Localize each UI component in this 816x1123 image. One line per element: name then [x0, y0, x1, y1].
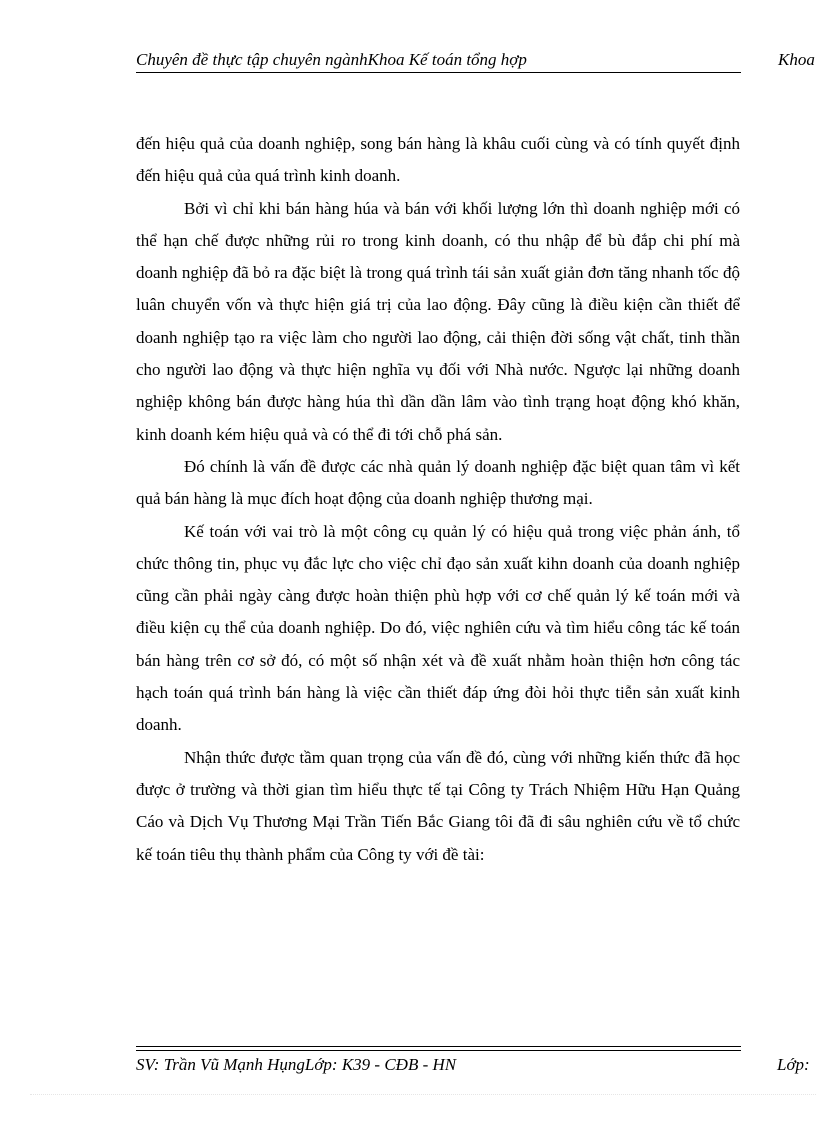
paragraph-4: Kế toán với vai trò là một công cụ quản lý có hiệu quả trong việc phản ánh, tổ chức thông tin, phục vụ đắc lực cho việc chỉ đạo sản xuất kihn doanh của doanh nghiệp cũng cần phải ngày càng được hoàn thiện phù hợp với cơ chế quản lý kế toán mới và điều kiện cụ thể của doanh nghiệp. Do đó, việc nghiên cứu và tìm hiểu công tác kế toán bán hàng trên cơ sở đó, có một số nhận xét và đề xuất nhằm hoàn thiện hơn công tác hạch toán quá trình bán hàng là việc cần thiết đáp ứng đòi hỏi thực tiễn sản xuất kinh doanh.	[136, 521, 740, 735]
paragraph-1: đến hiệu quả của doanh nghiệp, song bán hàng là khâu cuối cùng và có tính quyết định đến hiệu quả của quá trình kinh doanh.	[136, 134, 740, 186]
page-bottom-edge	[30, 1094, 816, 1095]
header-rule	[136, 72, 741, 73]
footer-rule-bottom	[136, 1050, 741, 1051]
footer-student-info: SV: Trần Vũ Mạnh HụngLớp: K39 - CĐB - HN	[136, 1055, 457, 1074]
header-right-text: Khoa	[778, 50, 815, 69]
document-body	[136, 128, 740, 871]
header-title: Chuyên đề thực tập chuyên ngànhKhoa Kế toán tổng hợp	[136, 50, 527, 69]
paragraph-5: Nhận thức được tầm quan trọng của vấn đề đó, cùng với những kiến thức đã học được ở trường và thời gian tìm hiểu thực tế tại Công ty Trách Nhiệm Hữu Hạn Quảng Cáo và Dịch Vụ Thương Mại Trần Tiến Bắc Giang tôi đã đi sâu nghiên cứu về tổ chức kế toán tiêu thụ thành phẩm của Công ty với đề tài:	[136, 747, 740, 864]
footer-rule-top	[136, 1046, 741, 1047]
paragraph-2: Bởi vì chỉ khi bán hàng húa và bán với khối lượng lớn thì doanh nghiệp mới có thể hạn chế được những rủi ro trong kinh doanh, có thu nhập để bù đắp chi phí mà doanh nghiệp đã bỏ ra đặc biệt là trong quá trình tái sản xuất giản đơn tăng nhanh tốc độ luân chuyển vốn và thực hiện giá trị của lao động. Đây cũng là điều kiện cần thiết để doanh nghiệp tạo ra việc làm cho người lao động, cải thiện đời sống vật chất, tinh thần cho người lao động và thực hiện nghĩa vụ đối với Nhà nước. Ngược lại những doanh nghiệp không bán được hàng húa thì dần dần lâm vào tình trạng hoạt động khó khăn, kinh doanh kém hiệu quả và có thể đi tới chỗ phá sản.	[136, 198, 740, 444]
footer-right-text: Lớp:	[777, 1055, 810, 1074]
paragraph-3: Đó chính là vấn đề được các nhà quản lý doanh nghiệp đặc biệt quan tâm vì kết quả bán hàng là mục đích hoạt động của doanh nghiệp thương mại.	[136, 456, 740, 509]
